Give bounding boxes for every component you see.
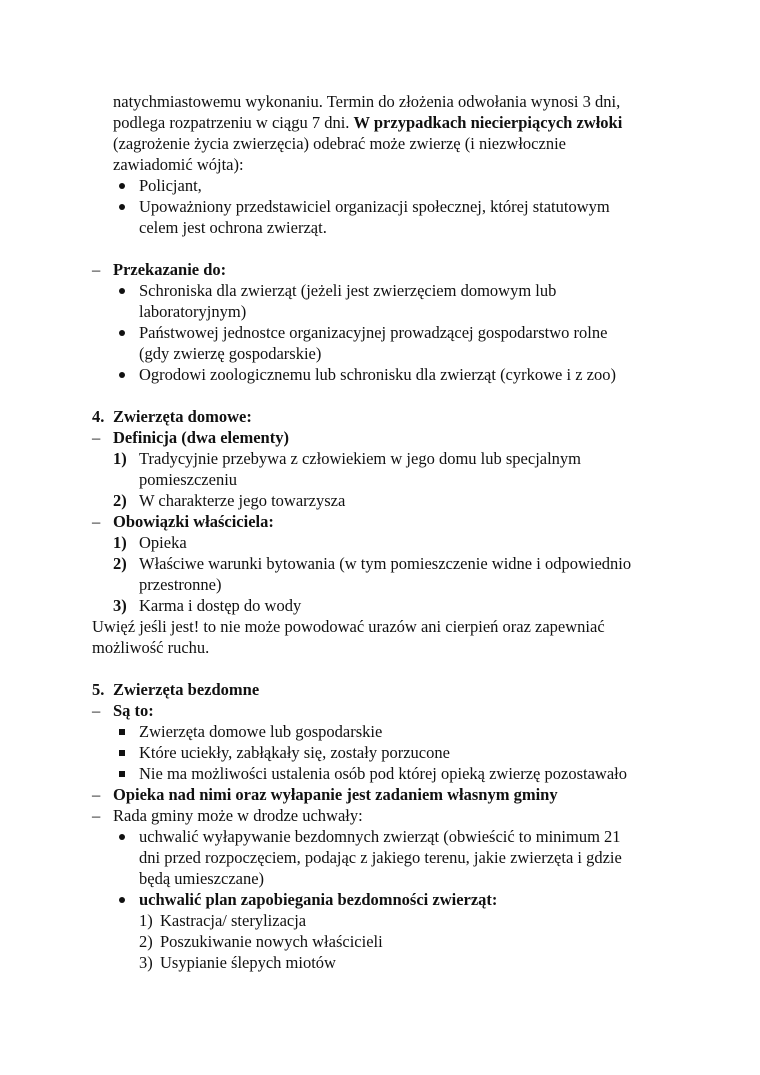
are-heading: Są to: [113, 701, 154, 720]
transfer-bullet-1-line-1: Schroniska dla zwierząt (jeżeli jest zwierzęciem domowym lub [139, 281, 557, 300]
bullet-icon [119, 288, 125, 294]
transfer-heading: Przekazanie do: [113, 260, 227, 279]
duties-item-2-line-1: Właściwe warunki bytowania (w tym pomieszczenie widne i odpowiednio [139, 554, 632, 573]
definition-item-2-num: 2) [113, 491, 127, 510]
are-item-2: Które uciekły, zabłąkały się, zostały porzucone [139, 743, 450, 762]
plan-item-3: Usypianie ślepych miotów [160, 953, 336, 972]
section-5-number: 5. [92, 680, 105, 699]
square-bullet-icon [119, 729, 125, 735]
bullet-icon [119, 834, 125, 840]
council-bullet-1-line-2: dni przed rozpoczęciem, podając z jakiego terenu, jakie zwierzęta i gdzie [139, 848, 622, 867]
intro-bullet-1: Policjant, [139, 176, 202, 195]
intro-bullet-2-line-2: celem jest ochrona zwierząt. [139, 218, 327, 237]
intro-bullet-2-line-1: Upoważniony przedstawiciel organizacji społecznej, której statutowym [139, 197, 610, 216]
definition-item-1-line-2: pomieszczeniu [139, 470, 238, 489]
council-bullet-2-heading: uchwalić plan zapobiegania bezdomności zwierząt: [139, 890, 498, 909]
plan-item-1-num: 1) [139, 911, 153, 930]
council-bullet-1-line-3: będą umieszczane) [139, 869, 265, 888]
plan-item-2-num: 2) [139, 932, 153, 951]
section-4-number: 4. [92, 407, 105, 426]
bullet-icon [119, 204, 125, 210]
definition-heading: Definicja (dwa elementy) [113, 428, 289, 447]
dash-marker: – [92, 428, 101, 447]
council-text: Rada gminy może w drodze uchwały: [113, 806, 363, 825]
duties-item-2-num: 2) [113, 554, 127, 573]
intro-line-2-text: podlega rozpatrzeniu w ciągu 7 dni. [113, 113, 354, 132]
square-bullet-icon [119, 771, 125, 777]
definition-item-2: W charakterze jego towarzysza [139, 491, 346, 510]
transfer-bullet-3: Ogrodowi zoologicznemu lub schronisku dla zwierząt (cyrkowe i z zoo) [139, 365, 616, 384]
bullet-icon [119, 897, 125, 903]
section-4-title: Zwierzęta domowe: [113, 407, 252, 426]
tether-note-line-1: Uwięź jeśli jest! to nie może powodować urazów ani cierpień oraz zapewniać [92, 617, 605, 636]
duties-heading: Obowiązki właściciela: [113, 512, 274, 531]
bullet-icon [119, 330, 125, 336]
definition-item-1-line-1: Tradycyjnie przebywa z człowiekiem w jego domu lub specjalnym [139, 449, 582, 468]
transfer-bullet-1-line-2: laboratoryjnym) [139, 302, 247, 321]
duties-item-2-line-2: przestronne) [139, 575, 222, 594]
plan-item-3-num: 3) [139, 953, 153, 972]
dash-marker: – [92, 785, 101, 804]
plan-item-1: Kastracja/ sterylizacja [160, 911, 307, 930]
plan-item-2: Poszukiwanie nowych właścicieli [160, 932, 383, 951]
definition-item-1-num: 1) [113, 449, 127, 468]
intro-line-2 [113, 112, 622, 133]
duties-item-3: Karma i dostęp do wody [139, 596, 302, 615]
duties-item-1-num: 1) [113, 533, 127, 552]
care-heading: Opieka nad nimi oraz wyłapanie jest zadaniem własnym gminy [113, 785, 558, 804]
dash-marker: – [92, 806, 101, 825]
transfer-bullet-2-line-1: Państwowej jednostce organizacyjnej prowadzącej gospodarstwo rolne [139, 323, 608, 342]
dash-marker: – [92, 260, 101, 279]
section-5-title: Zwierzęta bezdomne [113, 680, 260, 699]
intro-line-4: zawiadomić wójta): [113, 155, 244, 174]
square-bullet-icon [119, 750, 125, 756]
dash-marker: – [92, 512, 101, 531]
are-item-1: Zwierzęta domowe lub gospodarskie [139, 722, 383, 741]
council-bullet-1-line-1: uchwalić wyłapywanie bezdomnych zwierząt (obwieścić to minimum 21 [139, 827, 621, 846]
tether-note-line-2: możliwość ruchu. [92, 638, 210, 657]
intro-line-3: (zagrożenie życia zwierzęcia) odebrać może zwierzę (i niezwłocznie [113, 134, 566, 153]
intro-line-1: natychmiastowemu wykonaniu. Termin do złożenia odwołania wynosi 3 dni, [113, 92, 621, 111]
dash-marker: – [92, 701, 101, 720]
bullet-icon [119, 183, 125, 189]
duties-item-3-num: 3) [113, 596, 127, 615]
are-item-3: Nie ma możliwości ustalenia osób pod której opieką zwierzę pozostawało [139, 764, 627, 783]
duties-item-1: Opieka [139, 533, 187, 552]
intro-line-2-bold: W przypadkach niecierpiących zwłoki [353, 113, 623, 132]
bullet-icon [119, 372, 125, 378]
transfer-bullet-2-line-2: (gdy zwierzę gospodarskie) [139, 344, 322, 363]
